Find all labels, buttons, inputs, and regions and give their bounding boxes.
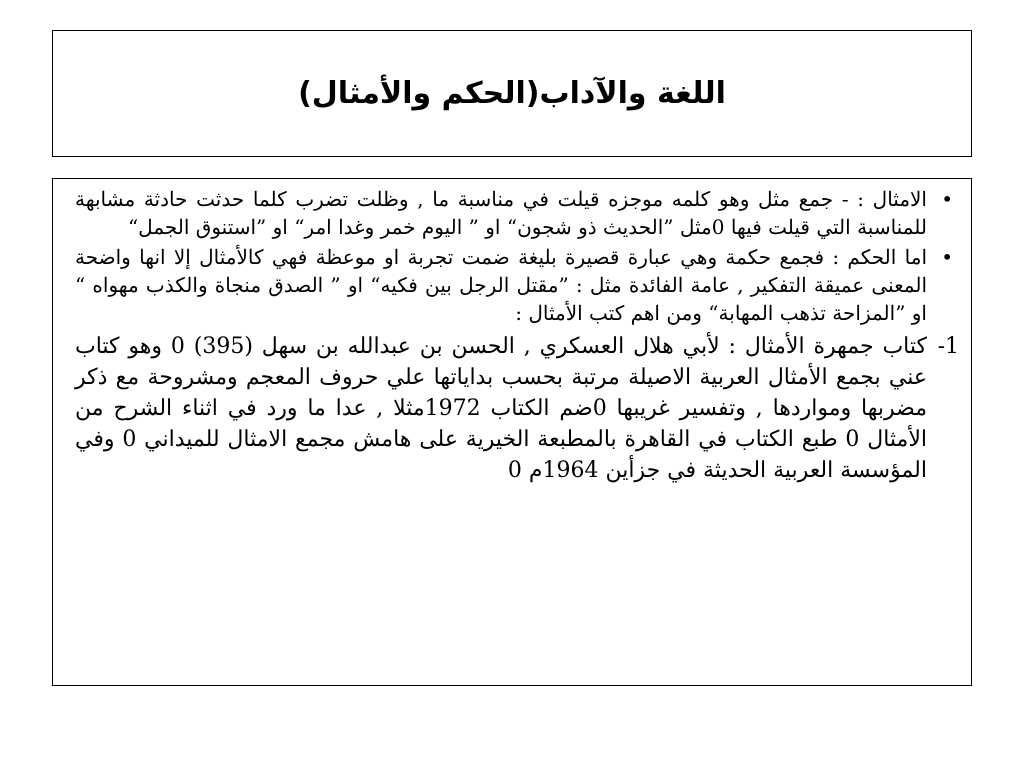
bullet-paragraph-proverbs — [75, 185, 955, 241]
title-box — [52, 30, 972, 157]
paragraph-text: كتاب جمهرة الأمثال : لأبي هلال العسكري , الحسن بن عبدالله بن سهل (395) 0 وهو كتاب عني بجمع الأمثال العربية الاصيلة مرتبة بحسب بداياتها علي حروف المعجم ومشروحة مع ذكر مضربها ومواردها , وتفسير غريبها 0ضم الكتاب 1972مثلا , عدا ما ورد في اثناء الشرح من الأمثال 0 طبع الكتاب في القاهرة بالمطبعة الخيرية على هامش مجمع الامثال للميداني 0 وفي المؤسسة العربية الحديثة في جزأين 1964م 0 — [75, 334, 927, 483]
content-box — [52, 178, 972, 686]
list-number: 1- — [937, 334, 959, 359]
numbered-paragraph-book — [75, 331, 959, 486]
paragraph-text: اما الحكم : فجمع حكمة وهي عبارة قصيرة بليغة ضمت تجربة او موعظة فهي كالأمثال إلا انها واضحة المعنى عميقة التفكير , عامة الفائدة مثل : ”مقتل الرجل بين فكيه“ او ” الصدق منجاة والكذب مهواه “ او ”المزاحة تذهب المهابة“ ومن اهم كتب الأمثال : — [75, 245, 927, 325]
paragraph-text: الامثال : - جمع مثل وهو كلمه موجزه قيلت في مناسبة ما , وظلت تضرب كلما حدثت حادثة مشابهة للمناسبة التي قيلت فيها 0مثل ”الحديث ذو شجون“ او ” اليوم خمر وغدا امر“ او ”استنوق الجمل“ — [75, 187, 927, 239]
bullet-paragraph-wisdom — [75, 243, 955, 327]
slide-title: اللغة والآداب(الحكم والأمثال) — [298, 76, 726, 111]
